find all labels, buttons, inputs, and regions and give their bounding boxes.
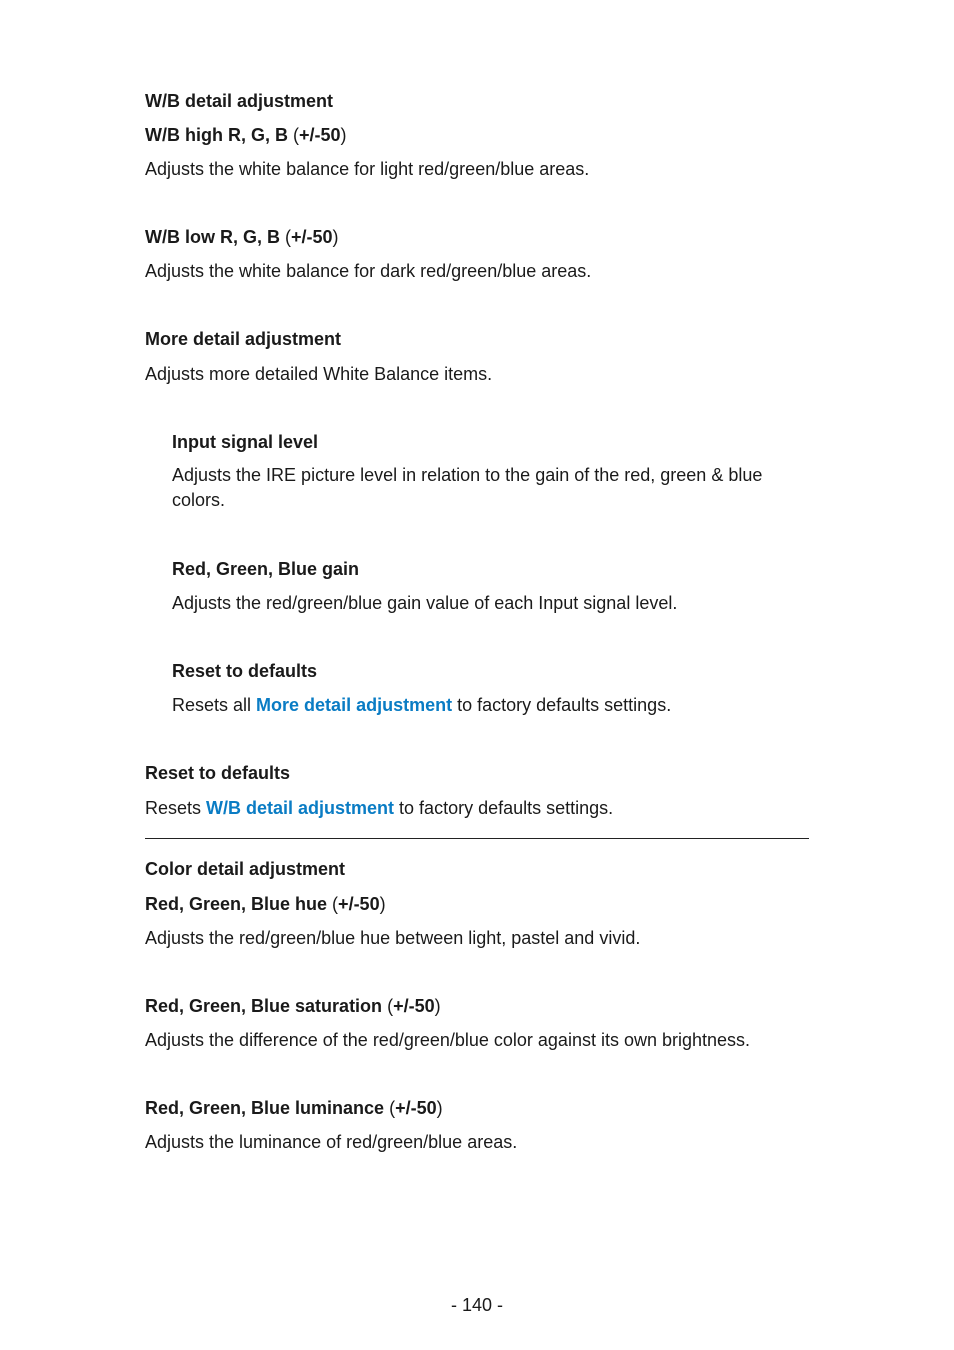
hue-title (145, 892, 386, 916)
wb-low-title (145, 225, 339, 249)
wb-high-title (145, 123, 347, 147)
more-reset-description (172, 693, 671, 717)
wb-low-paren-open: ( (280, 227, 291, 247)
wb-low-paren-close: ) (332, 227, 339, 247)
more-detail-heading: More detail adjustment (145, 329, 342, 349)
more-detail-adjustment-link[interactable]: More detail adjustment (256, 695, 453, 715)
wb-low-label: W/B low R, G, B (145, 227, 280, 247)
luminance-label: Red, Green, Blue luminance (145, 1098, 385, 1118)
wb-reset-suffix: to factory defaults settings. (394, 798, 614, 818)
hue-plus: + (338, 894, 349, 914)
wb-high-plus: + (298, 125, 310, 145)
hue-label: Red, Green, Blue hue (145, 894, 328, 914)
hue-paren-open: ( (327, 894, 339, 914)
saturation-paren-close: ) (434, 996, 441, 1016)
hue-paren-close: ) (379, 894, 386, 914)
section-heading-color-detail: Color detail adjustment (145, 859, 346, 879)
section-divider (145, 838, 809, 839)
wb-reset-prefix: Resets (145, 798, 207, 818)
more-reset-heading: Reset to defaults (172, 661, 318, 681)
more-reset-suffix: to factory defaults settings. (452, 695, 672, 715)
input-signal-heading: Input signal level (172, 432, 319, 452)
wb-high-paren-close: ) (340, 125, 347, 145)
luminance-paren-open: ( (384, 1098, 396, 1118)
wb-high-description: Adjusts the white balance for light red/green/blue areas. (145, 159, 590, 179)
wb-reset-heading: Reset to defaults (145, 763, 291, 783)
saturation-label: Red, Green, Blue saturation (145, 996, 383, 1016)
wb-low-description: Adjusts the white balance for dark red/green/blue areas. (145, 261, 592, 281)
saturation-plus: + (393, 996, 404, 1016)
page-number: - 140 - (450, 1295, 504, 1315)
rgb-gain-description: Adjusts the red/green/blue gain value of each Input signal level. (172, 593, 678, 613)
wb-high-range: /-50 (309, 125, 341, 145)
luminance-paren-close: ) (436, 1098, 443, 1118)
wb-detail-adjustment-link[interactable]: W/B detail adjustment (206, 798, 395, 818)
wb-low-plus: + (291, 227, 302, 247)
luminance-range: /-50 (405, 1098, 437, 1118)
saturation-paren-open: ( (382, 996, 394, 1016)
hue-range: /-50 (348, 894, 380, 914)
saturation-description: Adjusts the difference of the red/green/blue color against its own brightness. (145, 1030, 751, 1050)
hue-description: Adjusts the red/green/blue hue between light, pastel and vivid. (145, 928, 641, 948)
more-reset-prefix: Resets all (172, 695, 257, 715)
rgb-gain-heading: Red, Green, Blue gain (172, 559, 360, 579)
wb-low-range: /-50 (301, 227, 333, 247)
more-detail-description: Adjusts more detailed White Balance items. (145, 364, 493, 384)
luminance-title (145, 1096, 443, 1120)
input-signal-description: Adjusts the IRE picture level in relation to the gain of the red, green & blue colors. (172, 465, 763, 510)
wb-reset-description (145, 796, 613, 820)
wb-high-paren-open: ( (287, 125, 299, 145)
section-heading-wb-detail: W/B detail adjustment (145, 91, 334, 111)
wb-high-label: W/B high R, G, B (145, 125, 288, 145)
saturation-range: /-50 (403, 996, 435, 1016)
luminance-description: Adjusts the luminance of red/green/blue areas. (145, 1132, 518, 1152)
luminance-plus: + (395, 1098, 406, 1118)
saturation-title (145, 994, 441, 1018)
